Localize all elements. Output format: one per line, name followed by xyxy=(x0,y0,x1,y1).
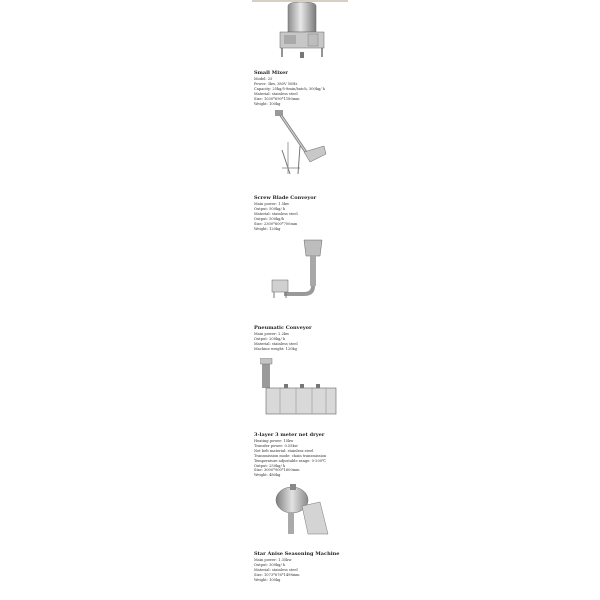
machine-specs xyxy=(254,439,326,478)
spec-line: Weight: 120kg xyxy=(254,226,281,231)
screw-conveyor-image xyxy=(270,108,332,180)
machine-specs xyxy=(254,77,325,106)
spec-line: Material: stainless steel xyxy=(254,341,298,346)
spec-line: Material: stainless steel xyxy=(254,91,298,96)
dryer-image xyxy=(260,358,340,418)
spec-line: Main power: 1.35kw xyxy=(254,558,292,562)
machine-title: Star Anise Seasoning Machine xyxy=(254,551,340,557)
spec-line: Weight: 100kg xyxy=(254,577,281,582)
spec-line: Weight: 100kg xyxy=(254,101,281,106)
spec-line: Output: 300kg/ h xyxy=(254,562,286,567)
spec-line: Size: 1073*676*1498mm xyxy=(254,572,300,577)
machine-title: 3-layer 3 meter net dryer xyxy=(254,432,325,438)
spec-line: Main power: 1.5kw xyxy=(254,202,290,206)
spec-line: Size: 3000*900*1600mm xyxy=(254,468,300,473)
spec-line: Weight: 480kg xyxy=(254,473,281,478)
spec-line: Size: 1030*690*1180mm xyxy=(254,96,300,101)
machine-title: Pneumatic Conveyor xyxy=(254,325,312,331)
spec-line: Transmission mode: chain transmission xyxy=(254,453,327,458)
spec-line: Machine weight: 120kg xyxy=(254,346,297,351)
spec-line: Output: 250kg/ h xyxy=(254,463,286,468)
seasoning-machine-image xyxy=(268,482,332,538)
spec-line: Model: 25 xyxy=(254,77,273,81)
machine-specs xyxy=(254,558,300,583)
spec-line: Material: stainless steel xyxy=(254,211,298,216)
spec-line: Output: 500kg/ h xyxy=(254,206,286,211)
machine-title: Small Mixer xyxy=(254,70,288,76)
spec-line: Power: 3kw, 380V 50Hz xyxy=(254,81,298,86)
mixer-image xyxy=(274,2,330,60)
spec-line: Size: 2300*600*700mm xyxy=(254,221,298,226)
spec-line: Transfer power: 0.55kw xyxy=(254,443,298,448)
spec-line: Temperature adjustable range: 0-200℃ xyxy=(254,458,327,463)
machine-specs xyxy=(254,202,298,231)
spec-line: Output: 500kg/h xyxy=(254,216,284,221)
spec-line: Main power: 2.2kw xyxy=(254,332,290,336)
spec-line: Material: stainless steel xyxy=(254,567,298,572)
spec-line: Heating power: 15kw xyxy=(254,439,294,443)
spec-line: Output: 200kg/ h xyxy=(254,336,286,341)
spec-line: Net belt material: stainless steel xyxy=(254,448,314,453)
spec-line: Capacity: 25kg/5-8min/batch, 300kg/ h xyxy=(254,86,325,91)
pneumatic-conveyor-image xyxy=(268,236,334,302)
machine-title: Screw Blade Conveyor xyxy=(254,195,317,201)
machine-specs xyxy=(254,332,298,352)
